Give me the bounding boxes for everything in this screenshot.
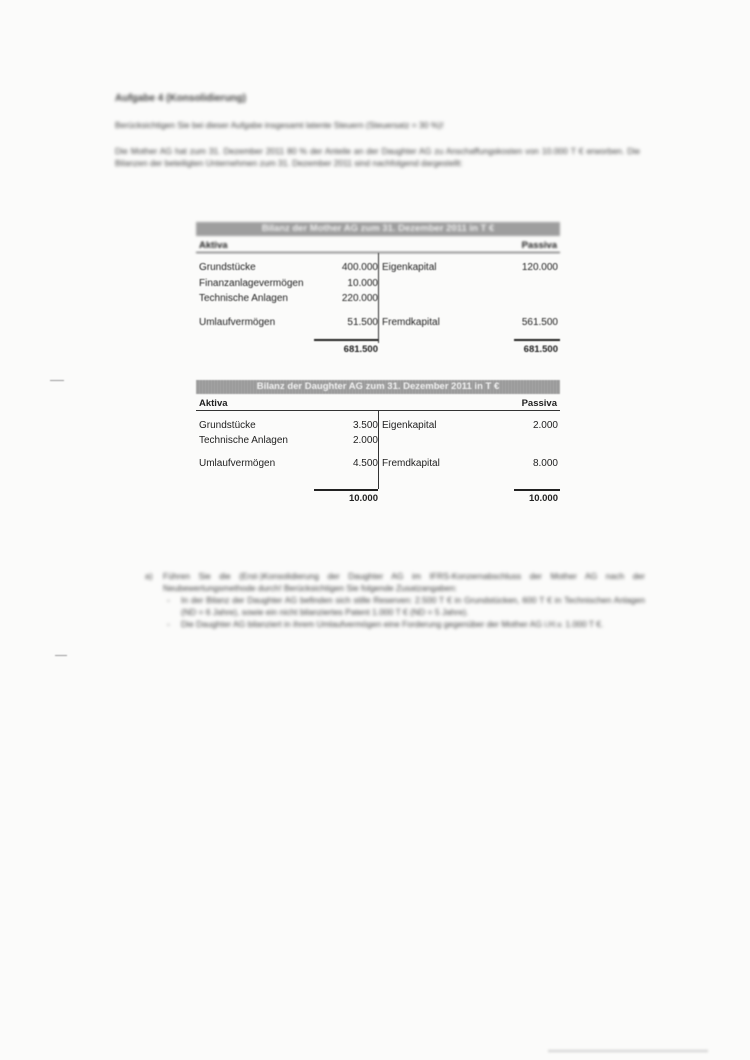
asset-label: Umlaufvermögen [199,458,276,469]
mother-passiva-total-line [514,339,560,341]
daughter-aktiva-total-line [314,489,378,491]
liability-label: Eigenkapital [382,420,437,431]
asset-value: 4.500 [352,458,378,469]
liability-label: Eigenkapital [382,262,437,273]
list-item: - In der Bilanz der Daughter AG befinden sich stille Reserven: 2.500 T € in Grundstücken, 600 T € in Technischen Anlagen (ND = 6 Jahre), sowie ein nicht bilanziertes Patent 1.000 T € (ND = 5 Jahre). [163,594,645,618]
table-row [196,420,560,433]
asset-value: 2.000 [352,435,378,446]
asset-value: 10.000 [347,278,378,289]
asset-label: Finanzanlagevermögen [199,278,304,289]
mother-total-aktiva: 681.500 [343,344,378,355]
asset-label: Technische Anlagen [199,435,288,446]
table-row [196,262,560,275]
liability-value: 120.000 [521,262,558,273]
liability-label: Fremdkapital [382,317,440,328]
daughter-balance-header [196,394,560,411]
asset-label: Umlaufvermögen [199,317,276,328]
mother-aktiva-label: Aktiva [199,240,228,251]
task-a-label: a) [145,571,153,581]
mother-balance-sheet [196,222,560,361]
tax-note: Berücksichtigen Sie bei dieser Aufgabe insgesamt latente Steuern (Steuersatz = 30 %)! [115,120,444,130]
scan-mark [50,380,64,381]
mother-aktiva-total-line [314,339,378,341]
intro-paragraph: Die Mother AG hat zum 31. Dezember 2011 80 % der Anteile an der Daughter AG zu Anschaffungskosten von 10.000 T € erworben. Die Bilanzen der beteiligten Unternehmen zum 31. Dezember 2011 sind nachfolgend dargestellt: [115,146,640,168]
daughter-balance-title: Bilanz der Daughter AG zum 31. Dezember 2011 in T € [196,380,560,394]
task-a-text: Führen Sie die (Erst-)Konsolidierung der Daughter AG im IFRS-Konzernabschluss der Mother AG nach der Neubewertungsmethode durch! Berücksichtigen Sie folgende Zusatzangaben: [163,571,645,593]
asset-label: Technische Anlagen [199,293,288,304]
table-row [196,278,560,291]
mother-balance-title: Bilanz der Mother AG zum 31. Dezember 2011 in T € [196,222,560,236]
mother-balance-body [196,253,560,361]
asset-value: 51.500 [347,317,378,328]
mother-passiva-label: Passiva [521,240,557,251]
liability-value: 2.000 [532,420,558,431]
task-a-bullets [163,594,645,630]
asset-value: 400.000 [341,262,378,273]
table-row [196,293,560,306]
list-item: - Die Daughter AG bilanziert in ihrem Umlaufvermögen eine Forderung gegenüber der Mother AG i.H.v. 1.000 T €. [163,618,645,630]
liability-value: 8.000 [532,458,558,469]
liability-value: 561.500 [521,317,558,328]
asset-label: Grundstücke [199,262,256,273]
daughter-passiva-label: Passiva [521,398,557,409]
daughter-aktiva-label: Aktiva [199,398,228,409]
table-row [196,435,560,448]
mother-balance-header [196,236,560,253]
daughter-total-passiva: 10.000 [528,493,558,504]
asset-value: 3.500 [352,420,378,431]
daughter-total-aktiva: 10.000 [348,493,378,504]
task-heading: Aufgabe 4 (Konsolidierung) [115,93,247,104]
task-a [145,570,645,630]
liability-label: Fremdkapital [382,458,440,469]
scan-mark [548,1050,708,1052]
mother-total-passiva: 681.500 [523,344,558,355]
table-row [196,317,560,330]
scan-mark [55,655,67,656]
asset-label: Grundstücke [199,420,256,431]
daughter-balance-sheet [196,380,560,507]
daughter-balance-body [196,411,560,507]
table-row [196,458,560,471]
asset-value: 220.000 [341,293,378,304]
daughter-passiva-total-line [514,489,560,491]
